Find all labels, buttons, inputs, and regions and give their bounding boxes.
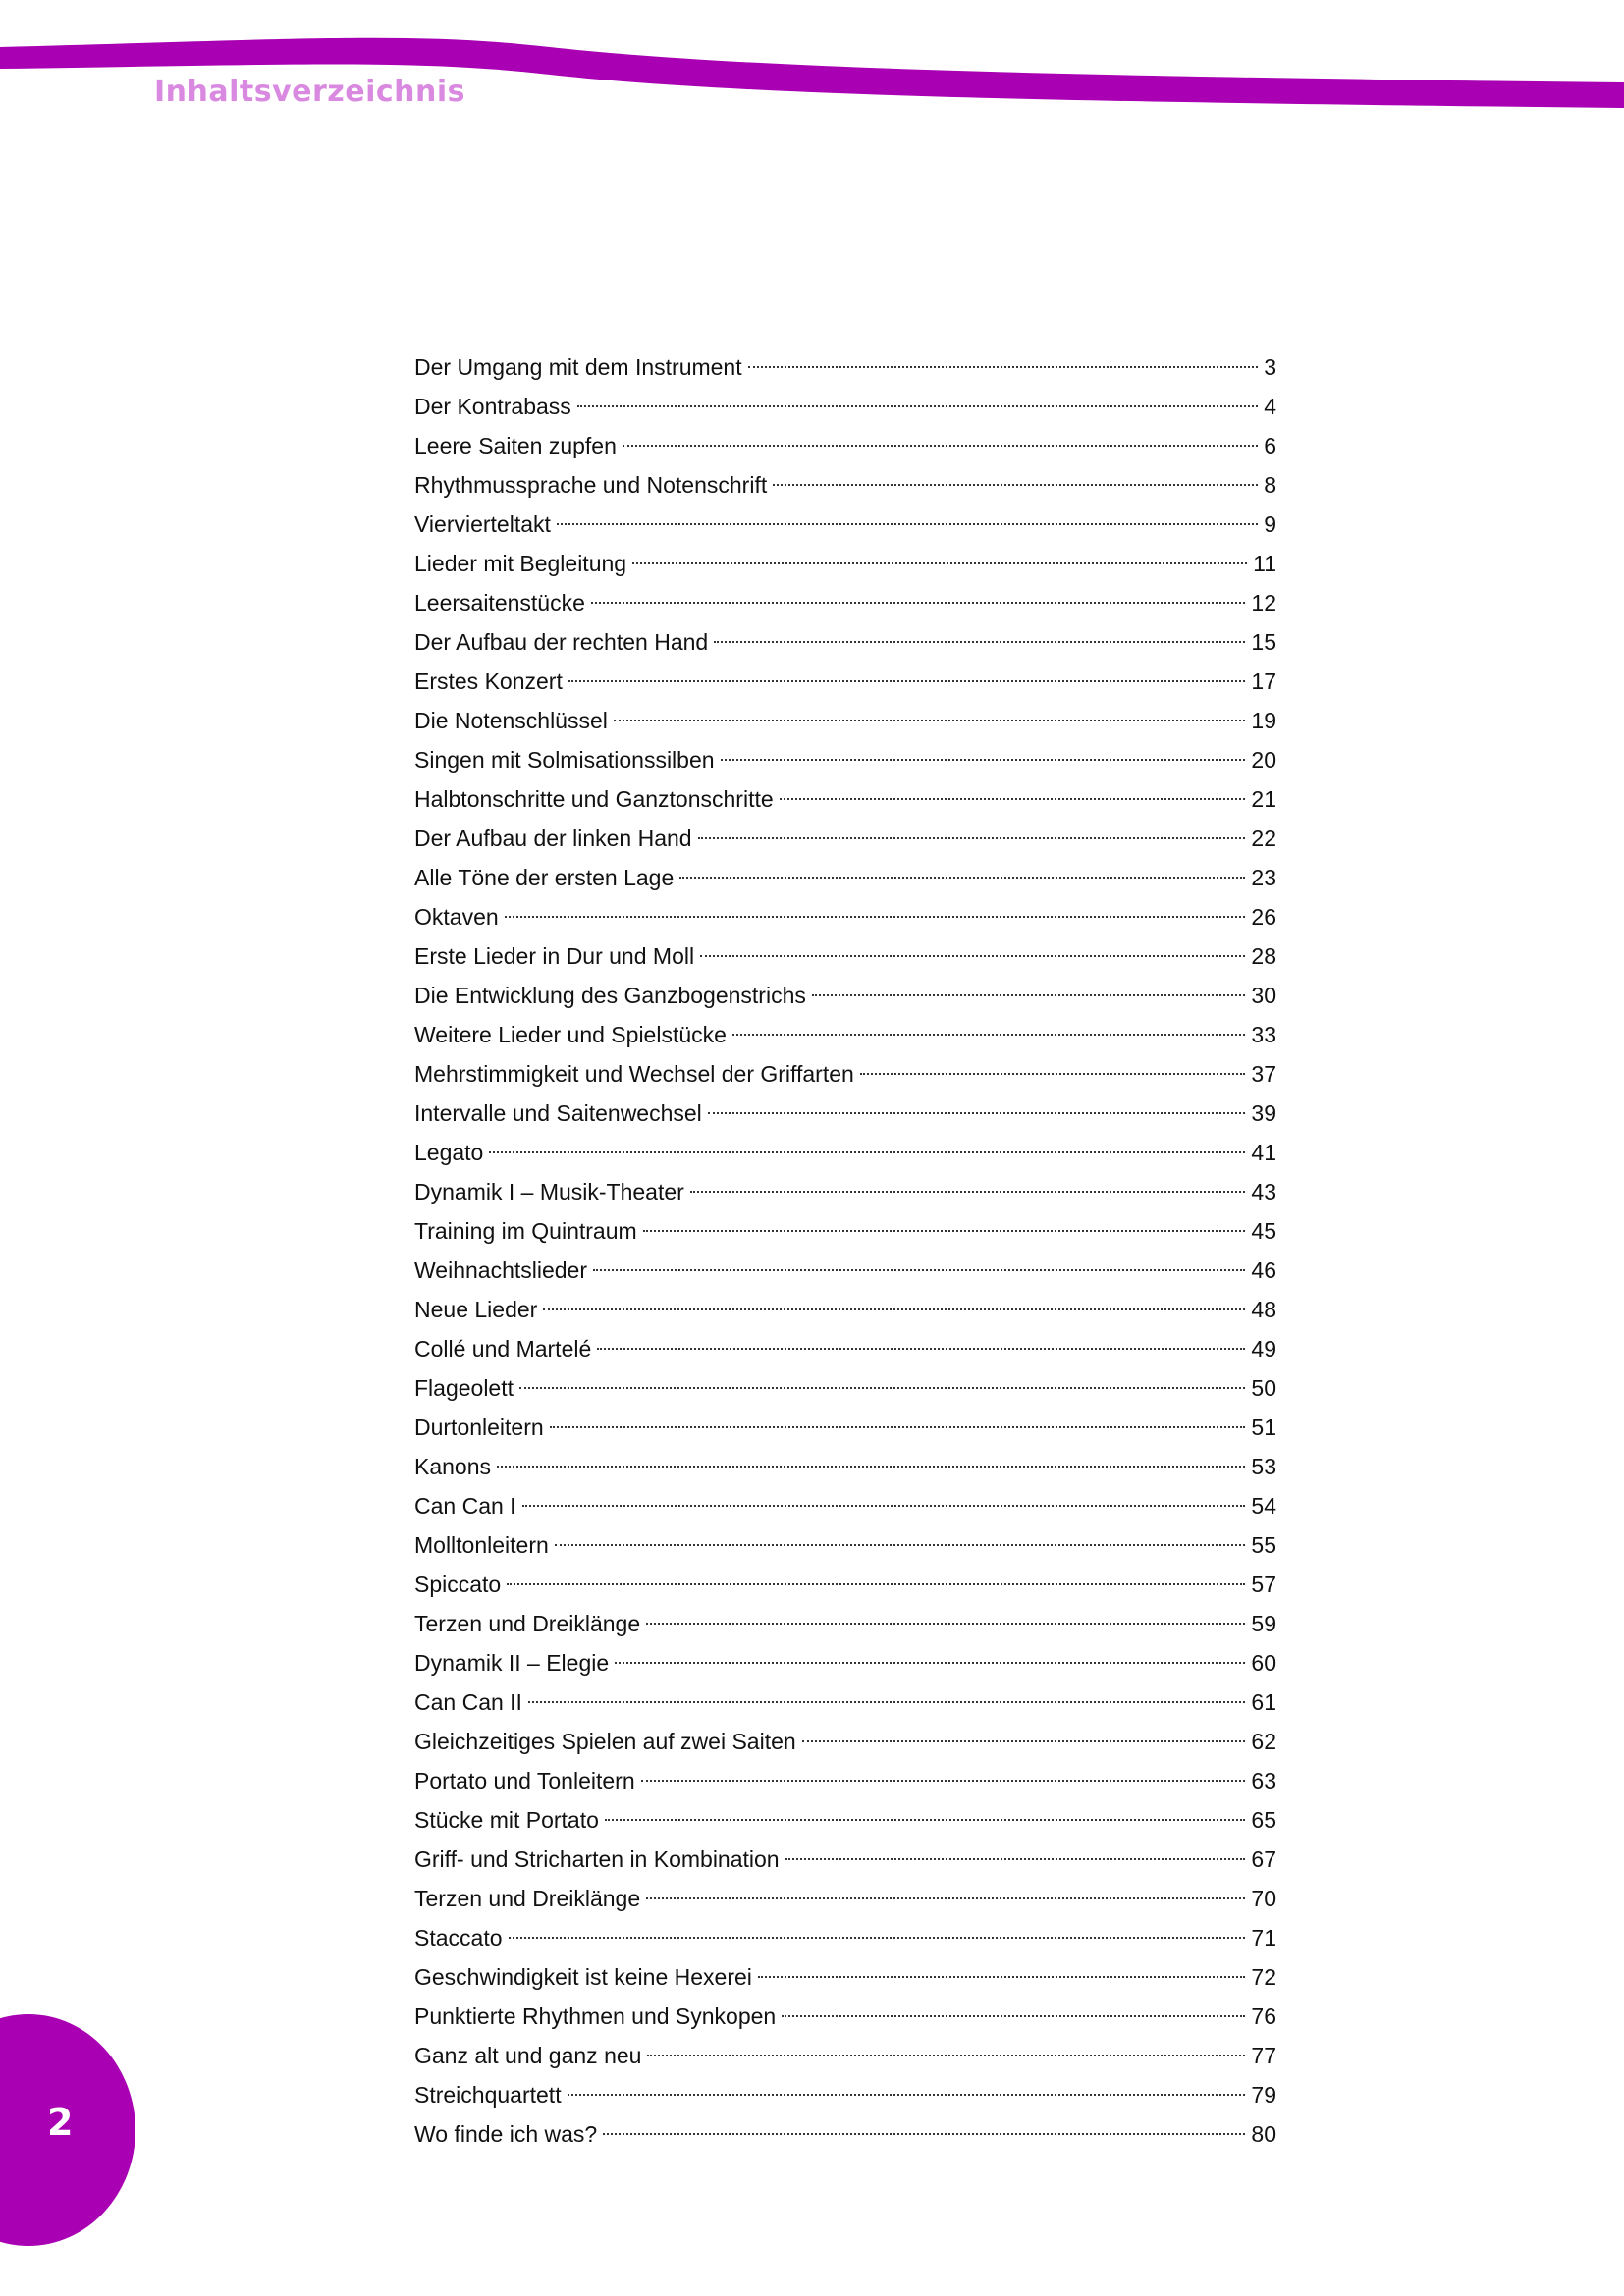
toc-entry-title: Training im Quintraum: [414, 1218, 637, 1244]
toc-entry-title: Gleichzeitiges Spielen auf zwei Saiten: [414, 1729, 796, 1754]
toc-entry: [414, 1761, 1276, 1800]
toc-entry-title: Legato: [414, 1140, 484, 1165]
toc-entry-title: Intervalle und Saitenwechsel: [414, 1100, 702, 1126]
toc-entry-page: 61: [1251, 1689, 1276, 1715]
toc-entry: [414, 1800, 1276, 1840]
toc-entry-page: 39: [1251, 1100, 1276, 1126]
toc-entry-title: Spiccato: [414, 1572, 502, 1597]
toc-entry-title: Terzen und Dreiklänge: [414, 1611, 641, 1636]
toc-entry: [414, 1682, 1276, 1722]
toc-entry: [414, 1879, 1276, 1918]
toc-dot-leader: [690, 1191, 1246, 1193]
toc-entry-page: 26: [1251, 904, 1276, 930]
toc-entry-title: Der Aufbau der rechten Hand: [414, 629, 709, 655]
toc-entry-title: Can Can II: [414, 1689, 522, 1715]
toc-entry-page: 23: [1251, 865, 1276, 890]
section-title: Inhaltsverzeichnis: [154, 75, 466, 109]
toc-entry: [414, 662, 1276, 701]
toc-entry: [414, 465, 1276, 505]
toc-entry-page: 57: [1251, 1572, 1276, 1597]
toc-dot-leader: [623, 445, 1258, 447]
toc-entry-page: 48: [1251, 1297, 1276, 1322]
toc-dot-leader: [603, 2133, 1245, 2135]
toc-entry: [414, 387, 1276, 426]
toc-dot-leader: [519, 1387, 1245, 1389]
toc-entry: [414, 1525, 1276, 1565]
toc-dot-leader: [679, 877, 1245, 879]
toc-entry-title: Die Entwicklung des Ganzbogenstrichs: [414, 983, 806, 1008]
toc-dot-leader: [748, 366, 1259, 368]
toc-dot-leader: [646, 1623, 1245, 1625]
toc-dot-leader: [577, 405, 1258, 407]
toc-entry-page: 79: [1251, 2082, 1276, 2108]
toc-entry-title: Der Umgang mit dem Instrument: [414, 354, 742, 380]
toc-entry: [414, 2114, 1276, 2154]
toc-entry-page: 63: [1251, 1768, 1276, 1793]
toc-entry-title: Durtonleitern: [414, 1415, 544, 1440]
toc-entry-title: Der Aufbau der linken Hand: [414, 826, 692, 851]
toc-entry-title: Dynamik I – Musik-Theater: [414, 1179, 684, 1204]
toc-dot-leader: [593, 1269, 1245, 1271]
toc-dot-leader: [509, 1937, 1246, 1939]
toc-entry-title: Dynamik II – Elegie: [414, 1650, 610, 1676]
toc-entry-page: 53: [1251, 1454, 1276, 1479]
toc-entry-title: Weihnachtslieder: [414, 1257, 588, 1283]
toc-dot-leader: [646, 1897, 1245, 1899]
toc-entry-title: Stücke mit Portato: [414, 1807, 599, 1833]
toc-entry-title: Erste Lieder in Dur und Moll: [414, 943, 695, 969]
toc-entry-title: Neue Lieder: [414, 1297, 538, 1322]
toc-entry-page: 37: [1251, 1061, 1276, 1087]
toc-entry-title: Weitere Lieder und Spielstücke: [414, 1022, 727, 1047]
toc-entry-title: Streichquartett: [414, 2082, 562, 2108]
toc-entry-page: 60: [1251, 1650, 1276, 1676]
toc-entry: [414, 976, 1276, 1015]
toc-entry-page: 49: [1251, 1336, 1276, 1362]
toc-dot-leader: [568, 2094, 1246, 2096]
toc-entry: [414, 1447, 1276, 1486]
toc-dot-leader: [522, 1505, 1246, 1507]
toc-entry-page: 3: [1264, 354, 1276, 380]
toc-entry-title: Can Can I: [414, 1493, 516, 1519]
toc-dot-leader: [780, 798, 1246, 800]
toc-entry: [414, 1722, 1276, 1761]
toc-entry: [414, 1997, 1276, 2036]
toc-entry: [414, 1604, 1276, 1643]
toc-entry: [414, 1094, 1276, 1133]
toc-dot-leader: [714, 641, 1245, 643]
toc-entry-page: 28: [1251, 943, 1276, 969]
toc-dot-leader: [615, 1662, 1245, 1664]
toc-dot-leader: [812, 994, 1246, 996]
toc-dot-leader: [732, 1034, 1245, 1036]
toc-entry: [414, 2075, 1276, 2114]
toc-dot-leader: [568, 680, 1246, 682]
toc-dot-leader: [555, 1544, 1246, 1546]
toc-entry: [414, 740, 1276, 779]
toc-entry: [414, 1643, 1276, 1682]
toc-entry-page: 6: [1264, 433, 1276, 458]
toc-entry: [414, 897, 1276, 936]
toc-dot-leader: [550, 1426, 1246, 1428]
table-of-contents: [414, 347, 1276, 2154]
toc-entry-title: Molltonleitern: [414, 1532, 549, 1558]
toc-entry: [414, 1368, 1276, 1408]
toc-entry-page: 21: [1251, 786, 1276, 812]
toc-entry-page: 22: [1251, 826, 1276, 851]
toc-dot-leader: [785, 1858, 1246, 1860]
toc-dot-leader: [708, 1112, 1246, 1114]
toc-entry-title: Wo finde ich was?: [414, 2121, 598, 2147]
toc-entry: [414, 779, 1276, 819]
toc-entry: [414, 622, 1276, 662]
toc-entry-title: Lieder mit Begleitung: [414, 551, 627, 576]
toc-dot-leader: [632, 562, 1247, 564]
toc-entry-page: 17: [1251, 668, 1276, 694]
toc-dot-leader: [773, 484, 1258, 486]
toc-entry: [414, 701, 1276, 740]
toc-entry-page: 19: [1251, 708, 1276, 733]
toc-entry-page: 8: [1264, 472, 1276, 498]
toc-entry: [414, 1918, 1276, 1957]
toc-entry-title: Oktaven: [414, 904, 499, 930]
toc-entry: [414, 426, 1276, 465]
toc-entry: [414, 1211, 1276, 1251]
toc-entry-page: 30: [1251, 983, 1276, 1008]
toc-entry: [414, 1329, 1276, 1368]
toc-entry-page: 70: [1251, 1886, 1276, 1911]
toc-dot-leader: [802, 1740, 1246, 1742]
toc-entry: [414, 1015, 1276, 1054]
toc-entry-page: 33: [1251, 1022, 1276, 1047]
toc-entry-page: 55: [1251, 1532, 1276, 1558]
toc-entry-page: 51: [1251, 1415, 1276, 1440]
toc-dot-leader: [721, 759, 1246, 761]
toc-entry-title: Flageolett: [414, 1375, 514, 1401]
toc-entry-title: Rhythmussprache und Notenschrift: [414, 472, 768, 498]
page-number: 2: [47, 2101, 74, 2144]
toc-entry-page: 59: [1251, 1611, 1276, 1636]
toc-entry-page: 72: [1251, 1964, 1276, 1990]
toc-dot-leader: [489, 1151, 1245, 1153]
toc-entry-page: 41: [1251, 1140, 1276, 1165]
toc-entry-title: Punktierte Rhythmen und Synkopen: [414, 2003, 777, 2029]
toc-entry: [414, 1054, 1276, 1094]
toc-entry-page: 46: [1251, 1257, 1276, 1283]
toc-entry: [414, 819, 1276, 858]
toc-entry-page: 77: [1251, 2043, 1276, 2068]
toc-entry-page: 9: [1264, 511, 1276, 537]
toc-entry-page: 20: [1251, 747, 1276, 773]
toc-entry: [414, 1565, 1276, 1604]
toc-entry-page: 50: [1251, 1375, 1276, 1401]
toc-entry-title: Halbtonschritte und Ganztonschritte: [414, 786, 774, 812]
toc-entry-page: 4: [1264, 394, 1276, 419]
toc-entry-page: 62: [1251, 1729, 1276, 1754]
toc-entry: [414, 583, 1276, 622]
toc-dot-leader: [782, 2015, 1245, 2017]
toc-dot-leader: [597, 1348, 1245, 1350]
toc-entry-page: 65: [1251, 1807, 1276, 1833]
toc-entry-title: Viervierteltakt: [414, 511, 551, 537]
toc-dot-leader: [700, 955, 1245, 957]
toc-dot-leader: [557, 523, 1258, 525]
toc-entry: [414, 544, 1276, 583]
toc-dot-leader: [528, 1701, 1245, 1703]
toc-dot-leader: [505, 916, 1246, 918]
toc-entry-title: Singen mit Solmisationssilben: [414, 747, 715, 773]
toc-dot-leader: [543, 1308, 1245, 1310]
toc-entry-title: Geschwindigkeit ist keine Hexerei: [414, 1964, 752, 1990]
toc-dot-leader: [643, 1230, 1246, 1232]
toc-entry-page: 15: [1251, 629, 1276, 655]
toc-entry: [414, 2036, 1276, 2075]
toc-dot-leader: [507, 1583, 1245, 1585]
toc-entry: [414, 1408, 1276, 1447]
toc-entry-title: Mehrstimmigkeit und Wechsel der Griffarten: [414, 1061, 854, 1087]
toc-entry-page: 43: [1251, 1179, 1276, 1204]
toc-entry-page: 12: [1251, 590, 1276, 615]
toc-entry-page: 71: [1251, 1925, 1276, 1950]
toc-entry-title: Die Notenschlüssel: [414, 708, 608, 733]
toc-entry-page: 67: [1251, 1846, 1276, 1872]
toc-entry: [414, 936, 1276, 976]
toc-entry-title: Collé und Martelé: [414, 1336, 592, 1362]
toc-entry: [414, 1172, 1276, 1211]
toc-entry-title: Portato und Tonleitern: [414, 1768, 635, 1793]
toc-entry-title: Griff- und Stricharten in Kombination: [414, 1846, 780, 1872]
toc-dot-leader: [698, 837, 1246, 839]
toc-dot-leader: [497, 1466, 1245, 1468]
toc-entry-title: Der Kontrabass: [414, 394, 571, 419]
toc-entry-title: Terzen und Dreiklänge: [414, 1886, 641, 1911]
toc-entry-title: Alle Töne der ersten Lage: [414, 865, 675, 890]
toc-dot-leader: [614, 720, 1246, 721]
toc-dot-leader: [605, 1819, 1245, 1821]
toc-dot-leader: [860, 1073, 1246, 1075]
toc-entry-title: Staccato: [414, 1925, 503, 1950]
toc-entry-title: Ganz alt und ganz neu: [414, 2043, 642, 2068]
toc-entry-title: Erstes Konzert: [414, 668, 563, 694]
toc-entry-page: 80: [1251, 2121, 1276, 2147]
toc-entry: [414, 858, 1276, 897]
toc-entry-title: Leersaitenstücke: [414, 590, 585, 615]
toc-entry: [414, 1840, 1276, 1879]
toc-entry: [414, 1486, 1276, 1525]
toc-entry-title: Kanons: [414, 1454, 492, 1479]
toc-dot-leader: [641, 1780, 1246, 1782]
toc-entry-page: 45: [1251, 1218, 1276, 1244]
toc-dot-leader: [758, 1976, 1246, 1978]
toc-entry-title: Leere Saiten zupfen: [414, 433, 617, 458]
toc-dot-leader: [647, 2055, 1245, 2056]
toc-entry: [414, 505, 1276, 544]
toc-entry: [414, 1133, 1276, 1172]
toc-entry: [414, 1251, 1276, 1290]
toc-entry: [414, 347, 1276, 387]
toc-entry-page: 76: [1251, 2003, 1276, 2029]
toc-dot-leader: [591, 602, 1246, 604]
toc-entry: [414, 1957, 1276, 1997]
toc-entry-page: 54: [1251, 1493, 1276, 1519]
toc-entry-page: 11: [1253, 551, 1276, 576]
toc-entry: [414, 1290, 1276, 1329]
